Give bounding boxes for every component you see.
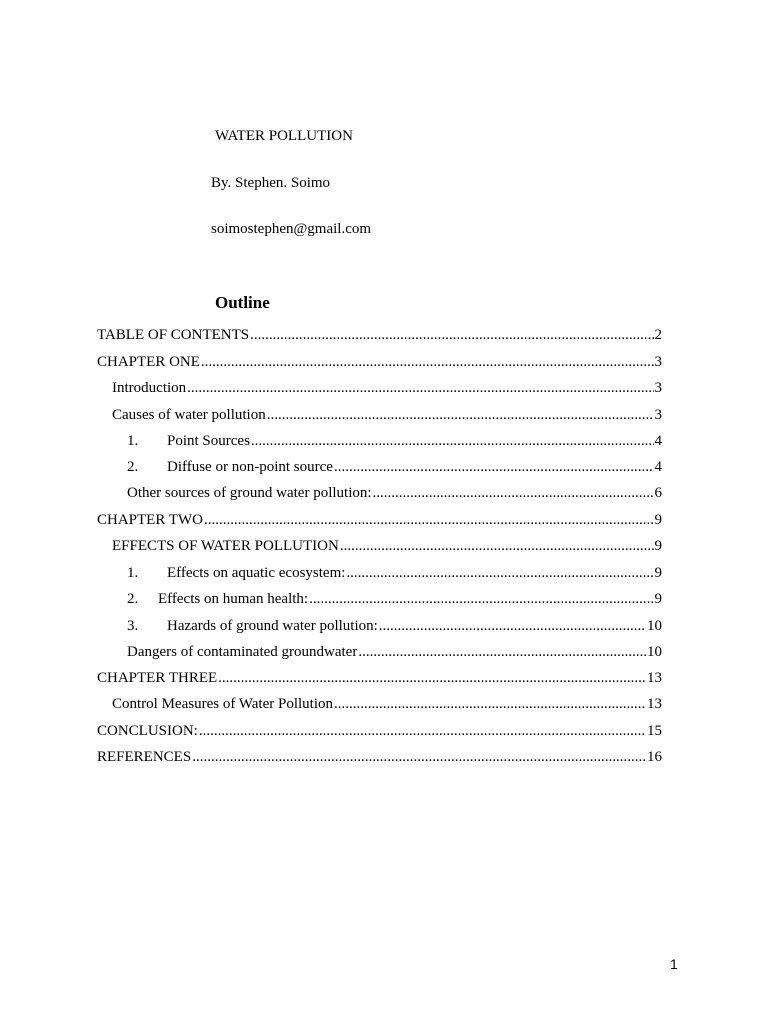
toc-entry[interactable]: [97, 668, 662, 688]
toc-entry-label: Hazards of ground water pollution:: [167, 618, 378, 634]
toc-entry-page: 3: [654, 354, 662, 370]
toc-leader-dots: [251, 431, 654, 451]
toc-entry[interactable]: [97, 510, 662, 530]
toc-entry-label: Point Sources: [167, 433, 250, 449]
toc-entry[interactable]: [112, 405, 662, 425]
toc-entry[interactable]: [112, 694, 662, 714]
toc-leader-dots: [358, 642, 646, 662]
toc-entry[interactable]: [97, 325, 662, 345]
toc-leader-dots: [250, 325, 653, 345]
toc-leader-dots: [199, 721, 646, 741]
toc-entry[interactable]: [97, 352, 662, 372]
toc-entry-page: 13: [647, 696, 662, 712]
toc-entry-page: 15: [647, 723, 662, 739]
document-author: By. Stephen. Soimo: [211, 175, 331, 191]
toc-entry-label: Diffuse or non-point source: [167, 459, 333, 475]
toc-entry-page: 6: [654, 485, 662, 501]
toc-leader-dots: [218, 668, 646, 688]
toc-entry-number: 2.: [127, 591, 139, 607]
toc-leader-dots: [267, 405, 654, 425]
toc-leader-dots: [192, 747, 646, 767]
toc-entry-number: 3.: [127, 618, 139, 634]
toc-entry[interactable]: [97, 747, 662, 767]
toc-entry-page: 3: [654, 380, 662, 396]
toc-entry-number: 1.: [127, 433, 139, 449]
toc-leader-dots: [340, 536, 654, 556]
outline-heading: Outline: [215, 293, 270, 312]
toc-entry-label: TABLE OF CONTENTS: [97, 327, 250, 343]
toc-entry[interactable]: [127, 563, 662, 583]
toc-entry[interactable]: [127, 483, 662, 503]
toc-entry-label: Other sources of ground water pollution:: [127, 485, 372, 501]
toc-entry-page: 2: [654, 327, 662, 343]
toc-entry-page: 4: [654, 433, 662, 449]
toc-entry-label: REFERENCES: [97, 749, 192, 765]
toc-entry-label: Introduction: [112, 380, 187, 396]
toc-entry-label: EFFECTS OF WATER POLLUTION: [112, 538, 339, 554]
toc-entry[interactable]: [127, 589, 662, 609]
toc-entry-page: 10: [647, 618, 662, 634]
toc-leader-dots: [334, 694, 646, 714]
toc-leader-dots: [201, 352, 654, 372]
toc-entry-page: 9: [654, 591, 662, 607]
toc-entry[interactable]: [112, 378, 662, 398]
toc-entry[interactable]: [127, 616, 662, 636]
toc-entry-label: Causes of water pollution: [112, 407, 266, 423]
toc-entry-label: CHAPTER ONE: [97, 354, 200, 370]
toc-entry-label: CHAPTER TWO: [97, 512, 203, 528]
toc-leader-dots: [204, 510, 654, 530]
document-title: WATER POLLUTION: [215, 128, 353, 144]
toc-entry[interactable]: [97, 721, 662, 741]
toc-entry-label: CHAPTER THREE: [97, 670, 218, 686]
toc-leader-dots: [346, 563, 653, 583]
toc-entry-page: 3: [654, 407, 662, 423]
toc-entry-number: 1.: [127, 565, 139, 581]
toc-entry-page: 13: [647, 670, 662, 686]
toc-entry-page: 16: [647, 749, 662, 765]
toc-entry[interactable]: [112, 536, 662, 556]
toc-entry-page: 4: [654, 459, 662, 475]
toc-leader-dots: [373, 483, 654, 503]
toc-entry[interactable]: [127, 457, 662, 477]
toc-entry[interactable]: [127, 642, 662, 662]
toc-entry-label: Control Measures of Water Pollution: [112, 696, 333, 712]
toc-entry-page: 10: [647, 644, 662, 660]
toc-entry-page: 9: [654, 538, 662, 554]
page-number: 1: [670, 956, 678, 972]
toc-leader-dots: [334, 457, 654, 477]
toc-entry-page: 9: [654, 512, 662, 528]
toc-entry-label: Dangers of contaminated groundwater: [127, 644, 358, 660]
toc-entry-label: Effects on human health:: [158, 591, 309, 607]
document-email: soimostephen@gmail.com: [211, 221, 372, 237]
toc-entry[interactable]: [127, 431, 662, 451]
toc-entry-label: CONCLUSION:: [97, 723, 198, 739]
toc-entry-label: Effects on aquatic ecosystem:: [167, 565, 346, 581]
toc-entry-number: 2.: [127, 459, 139, 475]
toc-leader-dots: [379, 616, 646, 636]
toc-entry-page: 9: [654, 565, 662, 581]
toc-leader-dots: [187, 378, 653, 398]
toc-leader-dots: [309, 589, 653, 609]
